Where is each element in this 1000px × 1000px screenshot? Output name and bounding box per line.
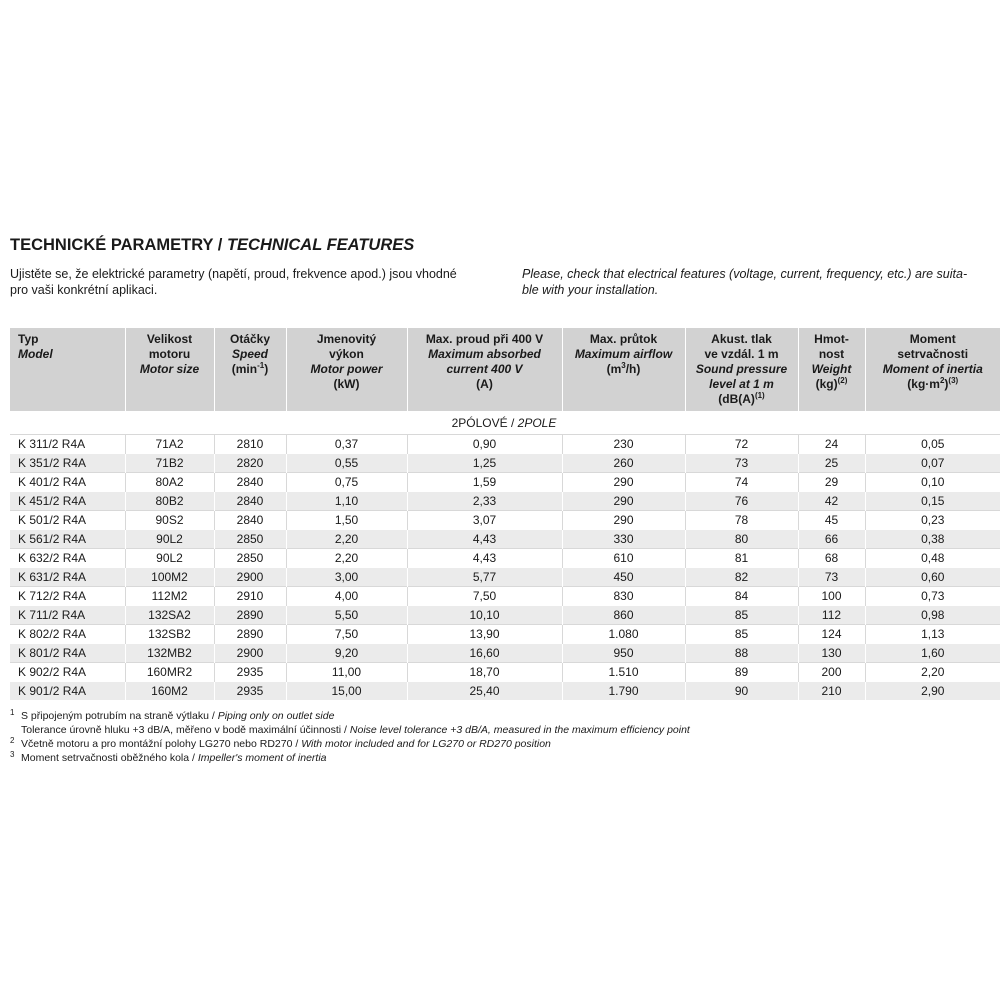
- cell-power: 9,20: [286, 644, 407, 663]
- cell-inertia: 0,38: [865, 530, 1000, 549]
- table-row: [10, 663, 1000, 682]
- footnotes: [10, 709, 990, 765]
- cell-airflow: 610: [562, 549, 685, 568]
- intro-text-en: [522, 266, 992, 298]
- table-row: [10, 511, 1000, 530]
- cell-inertia: 2,20: [865, 663, 1000, 682]
- cell-motor: 160M2: [125, 682, 214, 701]
- cell-inertia: 0,98: [865, 606, 1000, 625]
- cell-motor: 160MR2: [125, 663, 214, 682]
- cell-inertia: 0,48: [865, 549, 1000, 568]
- cell-speed: 2890: [214, 625, 286, 644]
- group-label: 2PÓLOVÉ / 2POLE: [10, 412, 1000, 435]
- cell-power: 0,55: [286, 454, 407, 473]
- header-power-unit: (kW): [333, 377, 360, 391]
- cell-current: 4,43: [407, 549, 562, 568]
- cell-airflow: 290: [562, 511, 685, 530]
- table-row: [10, 587, 1000, 606]
- cell-weight: 68: [798, 549, 865, 568]
- cell-airflow: 950: [562, 644, 685, 663]
- cell-inertia: 0,07: [865, 454, 1000, 473]
- header-current-cz: Max. proud při 400 V: [425, 332, 544, 346]
- cell-noise: 85: [685, 606, 798, 625]
- header-speed-cz: Otáčky: [229, 332, 271, 346]
- cell-motor: 132SA2: [125, 606, 214, 625]
- cell-inertia: 1,60: [865, 644, 1000, 663]
- cell-noise: 82: [685, 568, 798, 587]
- cell-motor: 90L2: [125, 530, 214, 549]
- header-model-en: Model: [18, 347, 53, 361]
- header-speed-en: Speed: [231, 347, 268, 361]
- cell-inertia: 0,23: [865, 511, 1000, 530]
- cell-noise: 73: [685, 454, 798, 473]
- cell-airflow: 1.510: [562, 663, 685, 682]
- cell-current: 0,90: [407, 435, 562, 454]
- intro-en-line-1: Please, check that electrical features (voltage, current, frequency, etc.) are suita-: [522, 267, 968, 281]
- cell-model: K 632/2 R4A: [10, 549, 125, 568]
- cell-speed: 2840: [214, 511, 286, 530]
- cell-airflow: 830: [562, 587, 685, 606]
- cell-speed: 2890: [214, 606, 286, 625]
- footnote-3: 3 Moment setrvačnosti oběžného kola / Impeller's moment of inertia: [10, 750, 327, 764]
- cell-model: K 351/2 R4A: [10, 454, 125, 473]
- cell-model: K 401/2 R4A: [10, 473, 125, 492]
- intro-cz-line-2: pro vaši konkrétní aplikaci.: [10, 283, 158, 297]
- table-row: [10, 435, 1000, 454]
- cell-power: 7,50: [286, 625, 407, 644]
- header-airflow-en: Maximum airflow: [574, 347, 673, 361]
- header-power-cz2: výkon: [329, 347, 364, 361]
- header-airflow-unit: $(m^3/h)$: [606, 361, 641, 376]
- header-inertia-cz1: Moment: [909, 332, 956, 346]
- cell-noise: 80: [685, 530, 798, 549]
- header-weight-cz2: nost: [818, 347, 845, 361]
- page-title: [10, 236, 414, 255]
- cell-inertia: 1,13: [865, 625, 1000, 644]
- header-inertia-en: Moment of inertia: [882, 362, 983, 376]
- table-row: [10, 606, 1000, 625]
- cell-noise: 76: [685, 492, 798, 511]
- cell-weight: 210: [798, 682, 865, 701]
- cell-weight: 124: [798, 625, 865, 644]
- table-row: [10, 549, 1000, 568]
- header-airflow-cz: Max. průtok: [589, 332, 658, 346]
- cell-power: 3,00: [286, 568, 407, 587]
- cell-current: 3,07: [407, 511, 562, 530]
- cell-motor: 80B2: [125, 492, 214, 511]
- header-weight: [798, 328, 865, 412]
- cell-noise: 74: [685, 473, 798, 492]
- cell-model: K 902/2 R4A: [10, 663, 125, 682]
- cell-airflow: 260: [562, 454, 685, 473]
- header-speed: [214, 328, 286, 412]
- cell-weight: 73: [798, 568, 865, 587]
- table-row: [10, 568, 1000, 587]
- cell-noise: 84: [685, 587, 798, 606]
- cell-noise: 90: [685, 682, 798, 701]
- header-motor-power: [286, 328, 407, 412]
- technical-features-table: [10, 328, 1000, 700]
- cell-speed: 2900: [214, 644, 286, 663]
- cell-weight: 24: [798, 435, 865, 454]
- cell-motor: 100M2: [125, 568, 214, 587]
- title-en: TECHNICAL FEATURES: [226, 236, 415, 254]
- cell-noise: 78: [685, 511, 798, 530]
- cell-motor: 132SB2: [125, 625, 214, 644]
- header-noise-unit: ($dB(A)^{(1)}$: [718, 391, 765, 406]
- cell-airflow: 330: [562, 530, 685, 549]
- cell-current: 18,70: [407, 663, 562, 682]
- cell-speed: 2810: [214, 435, 286, 454]
- header-current-unit: (A): [476, 377, 493, 391]
- cell-inertia: 0,73: [865, 587, 1000, 606]
- cell-model: K 711/2 R4A: [10, 606, 125, 625]
- cell-inertia: 2,90: [865, 682, 1000, 701]
- header-inertia-unit: $(kg\cdot m^2)^{(3)}$: [907, 376, 959, 391]
- cell-current: 10,10: [407, 606, 562, 625]
- cell-weight: 66: [798, 530, 865, 549]
- cell-airflow: 1.080: [562, 625, 685, 644]
- header-noise-en1: Sound pressure: [695, 362, 788, 376]
- header-noise-cz1: Akust. tlak: [711, 332, 772, 346]
- footnote-1: 1 S připojeným potrubím na straně výtlaku / Piping only on outlet side: [10, 708, 335, 722]
- cell-motor: 71A2: [125, 435, 214, 454]
- cell-airflow: 1.790: [562, 682, 685, 701]
- cell-model: K 561/2 R4A: [10, 530, 125, 549]
- footnote-2: 2 Včetně motoru a pro montážní polohy LG270 nebo RD270 / With motor included and for LG270 or RD270 position: [10, 736, 551, 750]
- header-weight-en: Weight: [811, 362, 852, 376]
- cell-airflow: 230: [562, 435, 685, 454]
- header-motor-en: Motor size: [139, 362, 200, 376]
- cell-current: 1,25: [407, 454, 562, 473]
- cell-airflow: 860: [562, 606, 685, 625]
- cell-speed: 2900: [214, 568, 286, 587]
- table-header-row: [10, 328, 1000, 412]
- cell-speed: 2850: [214, 530, 286, 549]
- header-inertia-cz2: setrvačnosti: [897, 347, 969, 361]
- cell-model: K 801/2 R4A: [10, 644, 125, 663]
- cell-current: 16,60: [407, 644, 562, 663]
- header-airflow: [562, 328, 685, 412]
- cell-speed: 2935: [214, 682, 286, 701]
- table-row: [10, 492, 1000, 511]
- cell-noise: 85: [685, 625, 798, 644]
- cell-inertia: 0,05: [865, 435, 1000, 454]
- group-row-2pole: [10, 412, 1000, 435]
- footnote-1-tolerance: Tolerance úrovně hluku +3 dB/A, měřeno v bodě maximální účinnosti / Noise level tolerance +3 dB/A, measured in the maximum efficiency point: [21, 724, 690, 736]
- cell-motor: 80A2: [125, 473, 214, 492]
- header-speed-unit: $(\min^{-1})$: [231, 361, 269, 376]
- cell-noise: 72: [685, 435, 798, 454]
- cell-motor: 132MB2: [125, 644, 214, 663]
- cell-weight: 42: [798, 492, 865, 511]
- cell-speed: 2910: [214, 587, 286, 606]
- cell-motor: 112M2: [125, 587, 214, 606]
- cell-airflow: 290: [562, 492, 685, 511]
- cell-inertia: 0,60: [865, 568, 1000, 587]
- cell-airflow: 450: [562, 568, 685, 587]
- header-motor-cz1: Velikost: [146, 332, 193, 346]
- cell-model: K 901/2 R4A: [10, 682, 125, 701]
- cell-power: 2,20: [286, 530, 407, 549]
- cell-power: 5,50: [286, 606, 407, 625]
- intro-cz-line-1: Ujistěte se, že elektrické parametry (napětí, proud, frekvence apod.) jsou vhodné: [10, 267, 457, 281]
- cell-power: 4,00: [286, 587, 407, 606]
- header-current-en1: Maximum absorbed: [428, 347, 541, 361]
- cell-weight: 29: [798, 473, 865, 492]
- header-model-cz: Typ: [18, 332, 39, 346]
- cell-power: 0,75: [286, 473, 407, 492]
- cell-model: K 501/2 R4A: [10, 511, 125, 530]
- header-motor-cz2: motoru: [148, 347, 191, 361]
- cell-current: 1,59: [407, 473, 562, 492]
- cell-speed: 2840: [214, 473, 286, 492]
- cell-airflow: 290: [562, 473, 685, 492]
- cell-speed: 2935: [214, 663, 286, 682]
- header-power-cz1: Jmenovitý: [316, 332, 377, 346]
- header-power-en: Motor power: [310, 362, 383, 376]
- header-moment-of-inertia: [865, 328, 1000, 412]
- cell-model: K 802/2 R4A: [10, 625, 125, 644]
- header-noise-cz2: ve vzdál. 1 m: [704, 347, 779, 361]
- cell-power: 1,50: [286, 511, 407, 530]
- cell-noise: 88: [685, 644, 798, 663]
- cell-motor: 71B2: [125, 454, 214, 473]
- cell-current: 5,77: [407, 568, 562, 587]
- cell-current: 13,90: [407, 625, 562, 644]
- cell-speed: 2820: [214, 454, 286, 473]
- title-cz: TECHNICKÉ PARAMETRY /: [10, 236, 227, 254]
- cell-power: 15,00: [286, 682, 407, 701]
- cell-current: 4,43: [407, 530, 562, 549]
- cell-model: K 631/2 R4A: [10, 568, 125, 587]
- cell-power: 0,37: [286, 435, 407, 454]
- cell-noise: 81: [685, 549, 798, 568]
- cell-current: 25,40: [407, 682, 562, 701]
- table-row: [10, 644, 1000, 663]
- cell-noise: 89: [685, 663, 798, 682]
- header-sound-pressure: [685, 328, 798, 412]
- header-current: [407, 328, 562, 412]
- cell-model: K 712/2 R4A: [10, 587, 125, 606]
- cell-speed: 2840: [214, 492, 286, 511]
- intro-en-line-2: ble with your installation.: [522, 283, 659, 297]
- cell-weight: 100: [798, 587, 865, 606]
- header-noise-en2: level at 1 m: [709, 377, 774, 391]
- header-current-en2: current 400 V: [446, 362, 523, 376]
- cell-current: 7,50: [407, 587, 562, 606]
- cell-motor: 90L2: [125, 549, 214, 568]
- cell-weight: 112: [798, 606, 865, 625]
- table-row: [10, 473, 1000, 492]
- cell-power: 11,00: [286, 663, 407, 682]
- table-row: [10, 530, 1000, 549]
- header-weight-unit: (kg)$^{(2)}$: [815, 376, 848, 391]
- header-model: [10, 328, 125, 412]
- cell-weight: 130: [798, 644, 865, 663]
- cell-model: K 451/2 R4A: [10, 492, 125, 511]
- table-row: [10, 625, 1000, 644]
- cell-weight: 45: [798, 511, 865, 530]
- header-motor-size: [125, 328, 214, 412]
- header-weight-cz1: Hmot-: [814, 332, 849, 346]
- cell-inertia: 0,15: [865, 492, 1000, 511]
- cell-current: 2,33: [407, 492, 562, 511]
- intro-text-cz: [10, 266, 500, 298]
- cell-power: 1,10: [286, 492, 407, 511]
- cell-weight: 200: [798, 663, 865, 682]
- cell-speed: 2850: [214, 549, 286, 568]
- cell-power: 2,20: [286, 549, 407, 568]
- cell-weight: 25: [798, 454, 865, 473]
- table-row: [10, 682, 1000, 701]
- cell-motor: 90S2: [125, 511, 214, 530]
- cell-model: K 311/2 R4A: [10, 435, 125, 454]
- cell-inertia: 0,10: [865, 473, 1000, 492]
- table-row: [10, 454, 1000, 473]
